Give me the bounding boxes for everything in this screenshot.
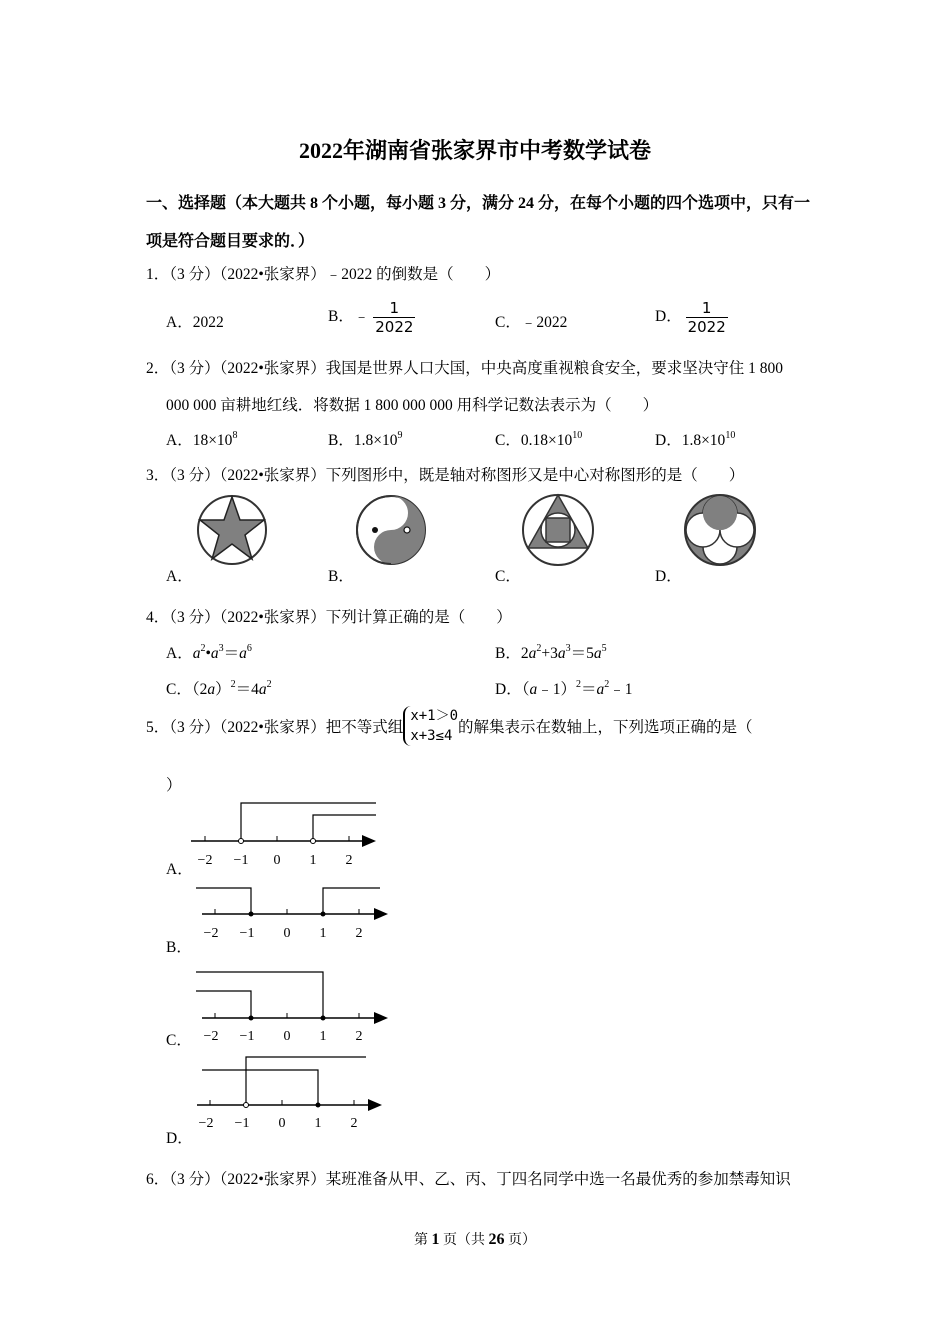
q5-option-d-label: D． [166,1130,193,1147]
q4-option-c: C．$(2a)^2=4a^2$ [166,679,272,698]
q3-option-d-label: D． [655,568,682,585]
q1-option-d: D． $\frac{1}{2022}$ [655,299,726,336]
tick-label: −1 [234,1116,250,1130]
tick-label: −2 [203,1029,219,1044]
q5-number-line-b [194,880,394,955]
q4-option-a: A．$a^2•a^3=a^6$ [166,643,252,662]
q2-option-b: B．$1.8\times 10^9$ [328,430,403,449]
tick-label: 2 [350,1116,358,1130]
q4-option-b: B．$2a^2+3a^3=5a^5$ [495,643,607,662]
q1-option-b: B．﹣ $\frac{1}{2022}$ [328,299,414,336]
tick-label: 2 [355,1029,363,1044]
q3-option-a-label: A． [166,568,193,585]
q3-figure-a-star-in-circle [196,494,270,566]
tick-label: 0 [273,853,281,868]
tick-label: −1 [233,853,249,868]
q2-option-d: D．$1.8\times 10^{10}$ [655,430,736,449]
tick-label: −2 [203,926,219,941]
q5-option-a-label: A． [166,861,193,878]
q5-option-b-label: B． [166,939,192,956]
question-6-stem-line1: 6．（3 分）（2022•张家界）某班准备从甲、乙、丙、丁四名同学中选一名最优秀的参加禁毒知识 [146,1171,791,1188]
tick-label: 1 [309,853,317,868]
q1-option-d-fraction: $\frac{1}{2022}$ [687,299,726,336]
question-5-stem: 5．（3 分）（2022•张家界）把不等式组 x+1＞0 x+3≤4 的解集表示在数轴上，下列选项正确的是（ [146,708,753,744]
question-3-stem: 3．（3 分）（2022•张家界）下列图形中，既是轴对称图形又是中心对称图形的是（ ） [146,467,745,484]
tick-label: −2 [198,1116,214,1130]
q3-figure-d-four-petals [682,492,758,568]
current-page-number: 1 [431,1231,440,1248]
q2-option-a: A．$18\times 10^8$ [166,430,238,449]
section-heading-line2: 项是符合题目要求的．） [146,233,315,250]
tick-label: 1 [319,1029,327,1044]
question-2-stem-line2: 000 000 亩耕地红线．将数据 1 800 000 000 用科学记数法表示为（ ） [166,397,659,414]
tick-label: −1 [239,1029,255,1044]
q2-option-c: C．$0.18\times 10^{10}$ [495,430,583,449]
q1-option-a: A．2022 [166,314,224,331]
total-page-count: 26 [488,1231,505,1248]
q1-option-c: C．﹣2022 [495,314,568,331]
tick-label: 0 [283,1029,291,1044]
question-4-stem: 4．（3 分）（2022•张家界）下列计算正确的是（ ） [146,609,512,626]
tick-label: 2 [355,926,363,941]
page-title: 2022年湖南省张家界市中考数学试卷 [298,138,651,163]
q1-option-b-fraction: $\frac{1}{2022}$ [375,299,414,336]
q4-option-d: D．$(a﹣1)^2=a^2﹣1$ [495,679,633,698]
q5-number-line-c [194,965,394,1045]
q5-number-line-a [186,798,386,873]
question-2-stem-line1: 2．（3 分）（2022•张家界）我国是世界人口大国，中央高度重视粮食安全，要求坚决守住 1 800 [146,360,784,377]
q3-option-b-label: B． [328,568,354,585]
q3-option-c-label: C． [495,568,521,585]
section-heading-line1: 一、选择题（本大题共 8 个小题，每小题 3 分，满分 24 分，在每个小题的四个选项中，只有一 [146,195,811,212]
tick-label: 2 [345,853,353,868]
page-footer: 第 1 页（共 26 页） [414,1231,536,1248]
inequality-system: x+1＞0 x+3≤4 [403,706,458,746]
tick-label: −1 [239,926,255,941]
q5-number-line-d [192,1050,392,1130]
tick-label: −2 [197,853,213,868]
tick-label: 0 [278,1116,286,1130]
question-1-stem: 1．（3 分）（2022•张家界）﹣2022 的倒数是（ ） [146,266,501,283]
tick-label: 1 [319,926,327,941]
q5-option-c-label: C． [166,1032,192,1049]
question-5-stem-end: ） [166,777,182,794]
tick-label: 0 [283,926,291,941]
tick-label: 1 [314,1116,322,1130]
q3-figure-b-yin-yang [355,494,427,566]
q3-figure-c-triangle-square [520,492,596,568]
